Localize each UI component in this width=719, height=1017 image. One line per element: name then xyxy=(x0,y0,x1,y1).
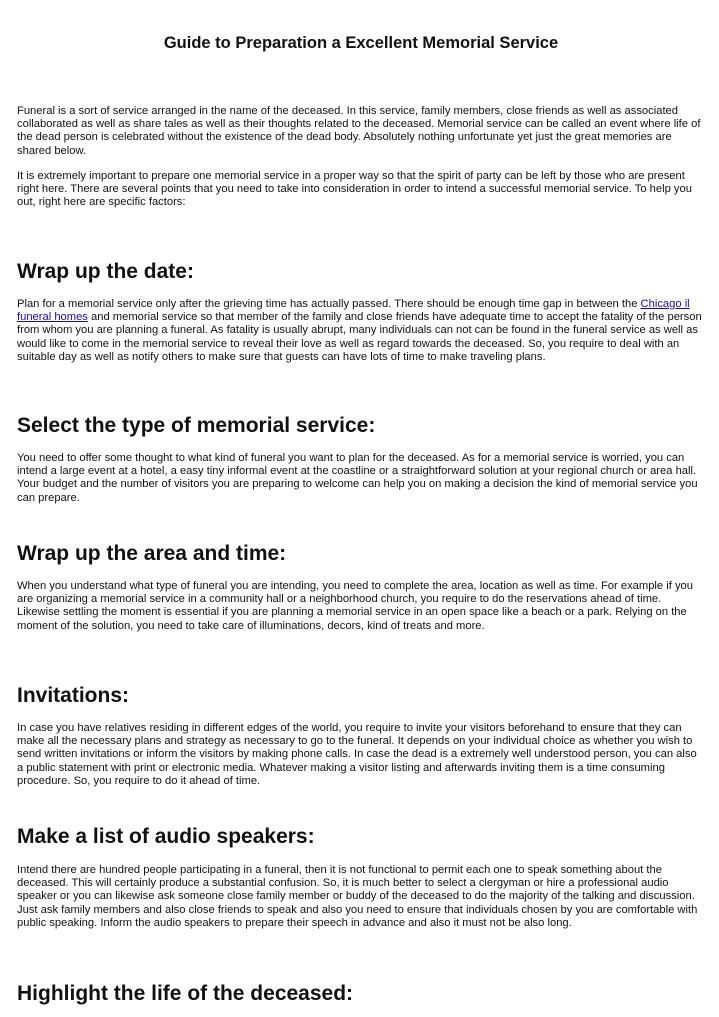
funeral-homes-link[interactable]: Chicago il funeral homes xyxy=(17,298,690,324)
section-heading-highlight: Highlight the life of the deceased: xyxy=(17,982,354,1005)
section-paragraph-type: You need to offer some thought to what kind of funeral you want to plan for the deceased. As for a memorial service is worried, you can intend a large event at a hotel, a easy tiny informal event at the coastline or a straightforward solution at your regional church or area hall. Your budget and the number of visitors you are preparing to welcome can help you on making a decision the kind of memorial service you can prepare. xyxy=(17,452,698,504)
section-paragraph-area: When you understand what type of funeral you are intending, you need to complete the area, location as well as time. For example if you are organizing a memorial service in a community hall or a neighborhood church, you require to do the reservations ahead of time. Likewise settling the moment is essential if you are planning a memorial service in an open space like a beach or a park. Relying on the moment of the solution, you need to take care of illuminations, decors, kind of treats and more. xyxy=(17,580,693,632)
section-paragraph-speakers: Intend there are hundred people participating in a funeral, then it is not functional to permit each one to speak something about the deceased. This will certainly produce a substantial confusion. So, it is much better to select a clergyman or hire a professional audio speaker or you can likewise ask someone close family member or buddy of the deceased to do the majority of the talking and discussion. Just ask family members and also close friends to speak and also you need to ensure that individuals chosen by you are comfortable with public speaking. Inform the audio speakers to prepare their speech in advance and also it must not be also long. xyxy=(17,864,698,929)
section-heading-invitations: Invitations: xyxy=(17,684,130,707)
intro-paragraph-2: It is extremely important to prepare one memorial service in a proper way so that the spirit of party can be left by those who are present right here. There are several points that you need to take into consideration in order to intend a successful memorial service. To help you out, right here are specific factors: xyxy=(17,170,692,209)
section-heading-speakers: Make a list of audio speakers: xyxy=(17,825,315,848)
page-title: Guide to Preparation a Excellent Memorial Service xyxy=(163,34,559,52)
section-heading-date: Wrap up the date: xyxy=(17,260,194,283)
section-heading-type: Select the type of memorial service: xyxy=(17,414,376,437)
section-paragraph-invitations: In case you have relatives residing in different edges of the world, you require to invite your visitors beforehand to ensure that they can make all the necessary plans and strategy as necessary to go to the funeral. It depends on your individual choice as whether you wish to send written invitations or inform the visitors by making phone calls. In case the dead is a extremely well understood person, you can also a public statement with print or electronic media. Whatever making a visitor listing and afterwards inviting them is a time consuming procedure. So, you require to do it ahead of time. xyxy=(17,722,697,787)
date-text-after-link: and memorial service so that member of the family and close friends have adequate time to accept the fatality of the person from whom you are planning a funeral. As fatality is usually abrupt, many individuals can not can be found in the funeral service as well as would like to come in the memorial service to reveal their love as well as regard towards the deceased. So, you require to deal with an suitable day as well as notify others to make sure that guests can have lots of time to make traveling plans. xyxy=(17,311,702,363)
section-paragraph-date xyxy=(17,298,705,364)
section-heading-area: Wrap up the area and time: xyxy=(17,542,287,565)
intro-paragraph-1: Funeral is a sort of service arranged in the name of the deceased. In this service, family members, close friends as well as associated collaborated as well as share tales as well as their thoughts related to the deceased. Memorial service can be called an event where life of the dead person is celebrated without the existence of the dead body. Absolutely nothing unfortunate yet just the great memories are shared below. xyxy=(17,105,701,157)
date-text-before-link: Plan for a memorial service only after the grieving time has actually passed. There should be enough time gap in between the xyxy=(17,298,641,310)
